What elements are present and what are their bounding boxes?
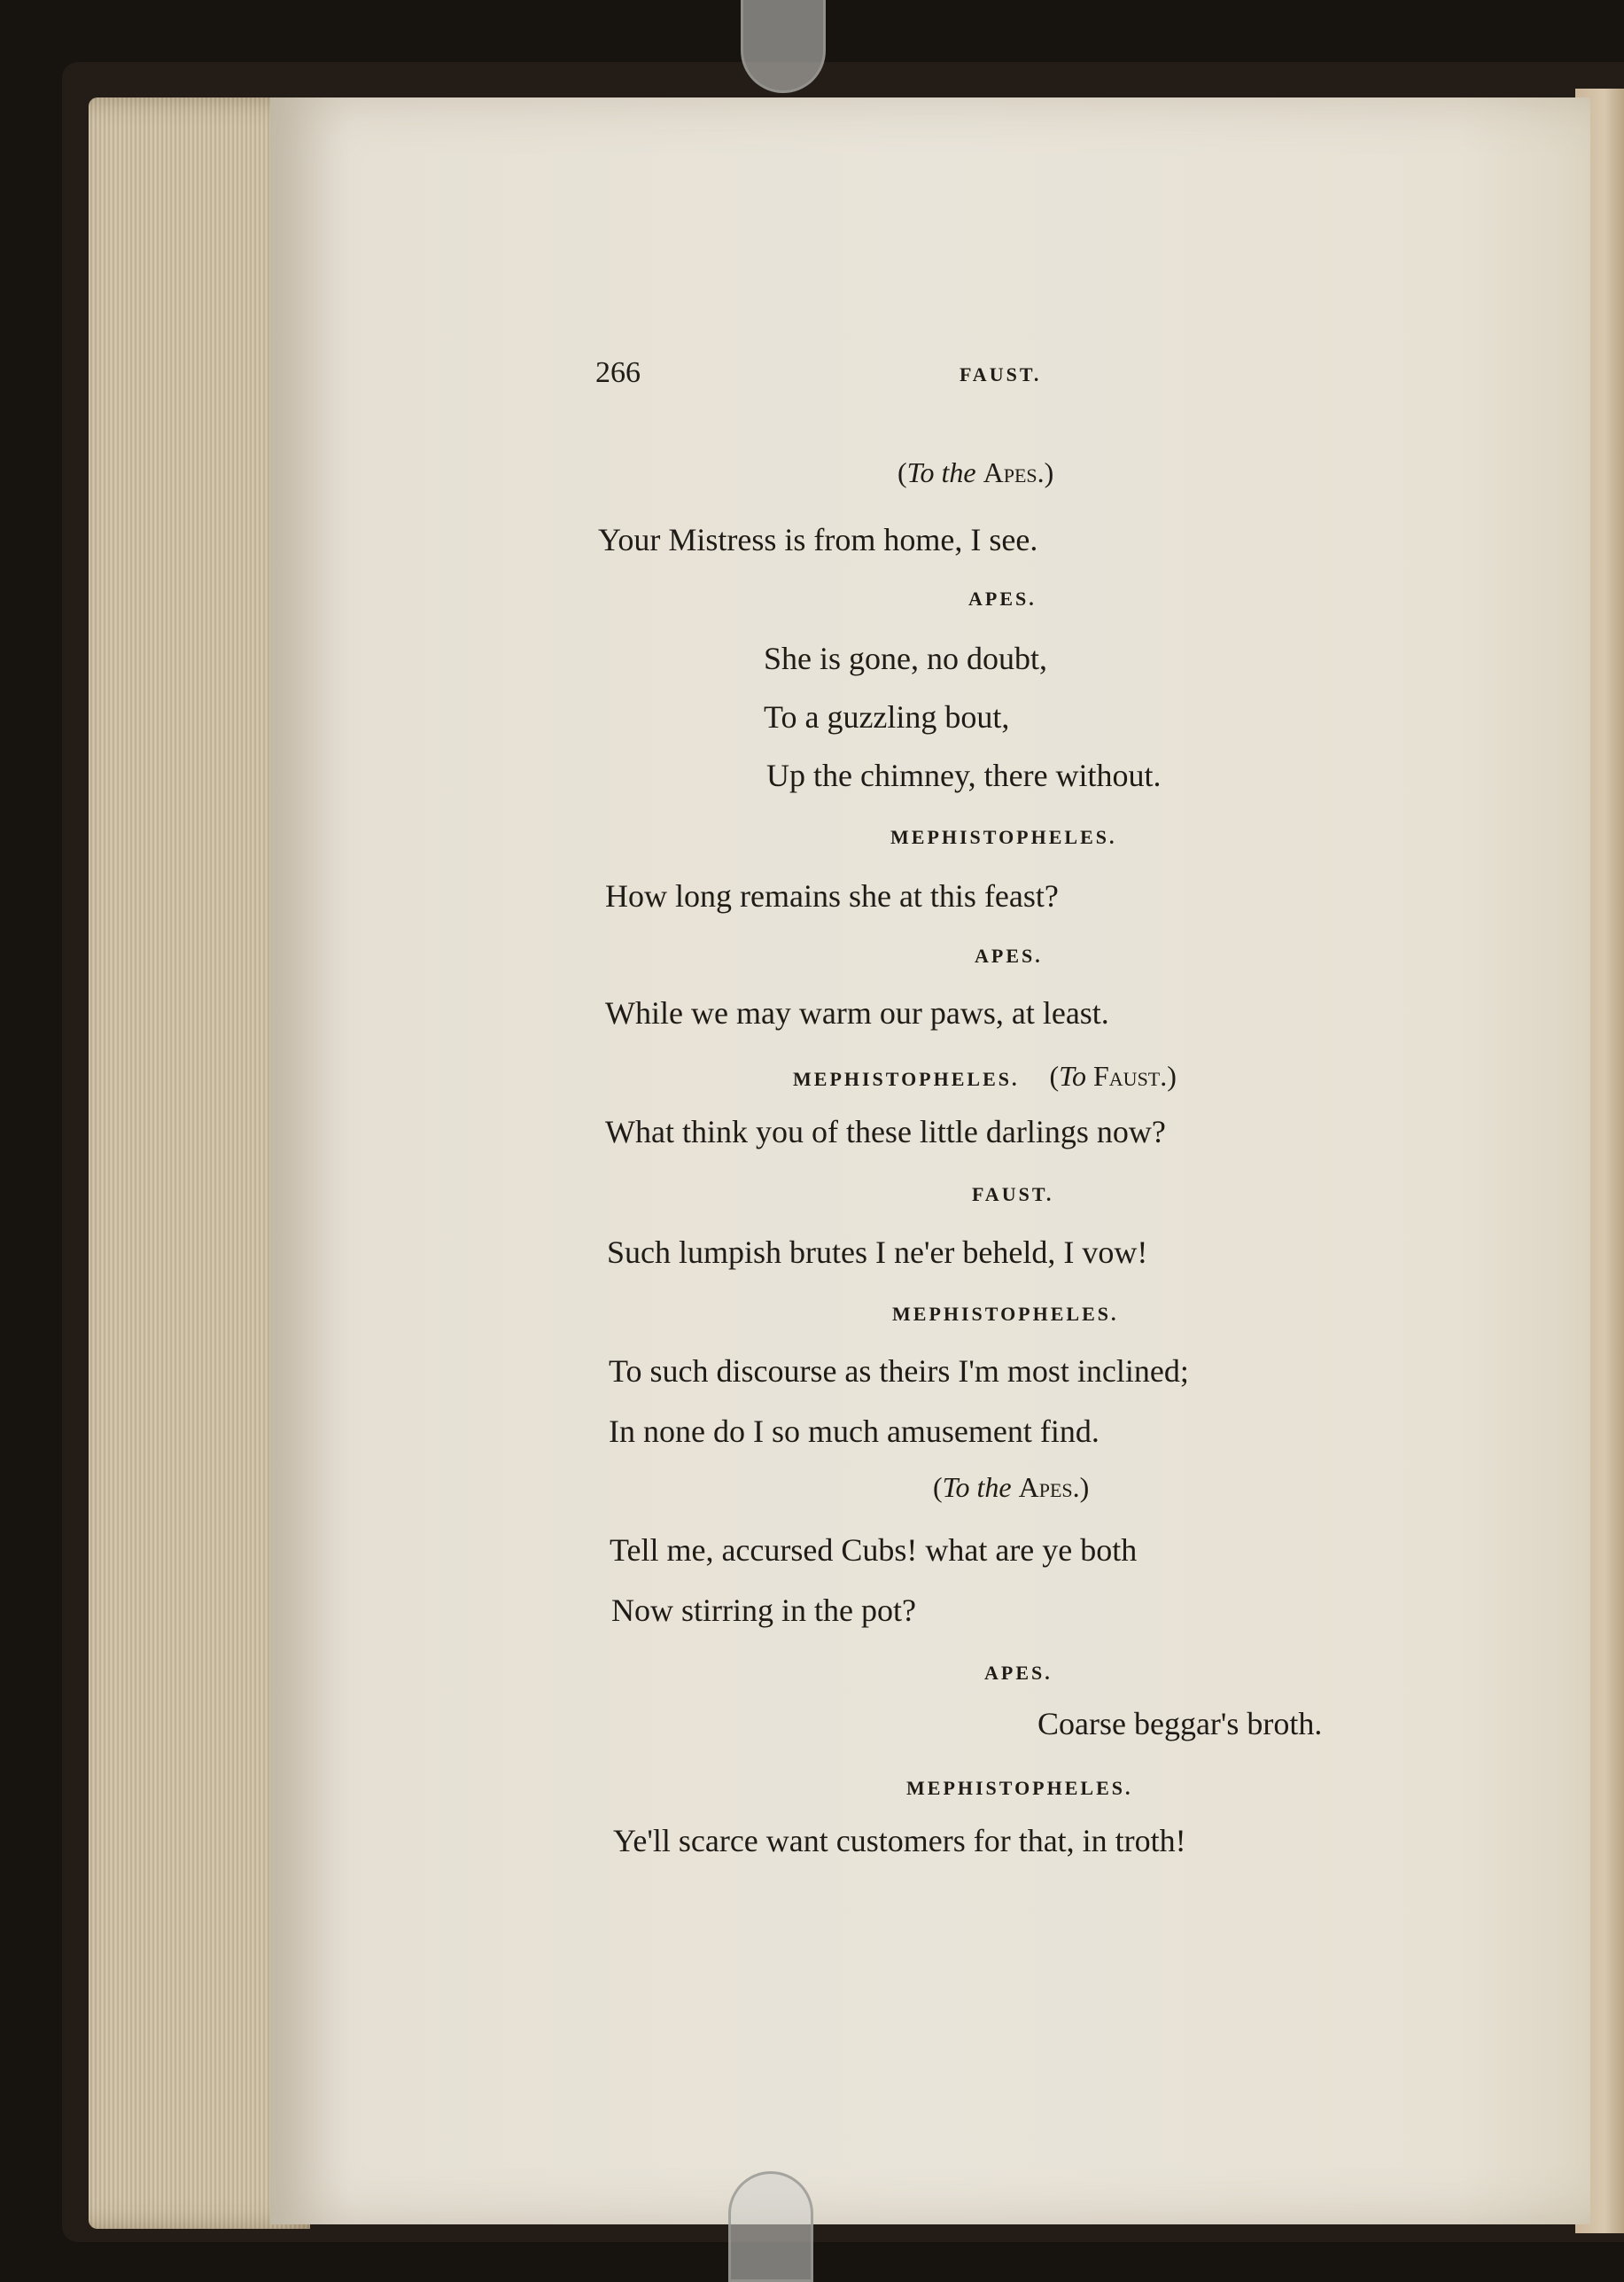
speaker-name: APES. xyxy=(975,945,1043,967)
page-number: 266 xyxy=(595,356,641,389)
direction-name: Faust. xyxy=(1093,1060,1168,1092)
stage-direction xyxy=(1049,1060,1176,1092)
verse-line: Up the chimney, there without. xyxy=(766,758,1162,793)
verse-line: Now stirring in the pot? xyxy=(611,1593,916,1628)
verse-line: Your Mistress is from home, I see. xyxy=(598,522,1038,557)
direction-name: Apes. xyxy=(1018,1471,1080,1503)
direction-italic: To xyxy=(1059,1060,1086,1092)
speaker-name: APES. xyxy=(984,1662,1053,1684)
speaker-name: MEPHISTOPHELES. xyxy=(906,1777,1133,1799)
page-clip-bottom xyxy=(728,2171,813,2282)
running-title: FAUST. xyxy=(960,363,1042,386)
stage-direction xyxy=(933,1471,1089,1504)
paren-close: ) xyxy=(1079,1471,1090,1503)
paren-close: ) xyxy=(1167,1060,1177,1092)
page-clip-top xyxy=(741,0,826,93)
paren-open: ( xyxy=(933,1471,943,1503)
speaker-name: APES. xyxy=(968,588,1037,610)
verse-line: In none do I so much amusement find. xyxy=(609,1414,1100,1449)
paren-open: ( xyxy=(897,456,907,488)
stage-direction xyxy=(897,456,1053,489)
direction-name: Apes. xyxy=(983,456,1045,488)
direction-italic: To the xyxy=(942,1471,1012,1503)
verse-line: What think you of these little darlings now? xyxy=(605,1114,1166,1149)
paren-close: ) xyxy=(1044,456,1054,488)
direction-italic: To the xyxy=(906,456,976,488)
verse-line: To a guzzling bout, xyxy=(764,699,1010,735)
speaker-name: FAUST. xyxy=(972,1183,1054,1205)
speaker-name: MEPHISTOPHELES. xyxy=(793,1068,1020,1090)
verse-line: Ye'll scarce want customers for that, in troth! xyxy=(613,1823,1186,1858)
speaker-name: MEPHISTOPHELES. xyxy=(890,826,1117,848)
speaker-with-direction xyxy=(793,1060,1177,1093)
verse-line: Tell me, accursed Cubs! what are ye both xyxy=(610,1532,1138,1568)
paren-open: ( xyxy=(1049,1060,1060,1092)
speaker-name: MEPHISTOPHELES. xyxy=(892,1303,1119,1325)
verse-line: Coarse beggar's broth. xyxy=(1037,1706,1323,1741)
verse-line: While we may warm our paws, at least. xyxy=(605,995,1109,1031)
verse-line: To such discourse as theirs I'm most inclined; xyxy=(609,1353,1189,1389)
book-page xyxy=(270,97,1590,2224)
verse-line: She is gone, no doubt, xyxy=(764,641,1047,676)
verse-line: Such lumpish brutes I ne'er beheld, I vow! xyxy=(607,1234,1148,1270)
verse-line: How long remains she at this feast? xyxy=(605,878,1059,914)
